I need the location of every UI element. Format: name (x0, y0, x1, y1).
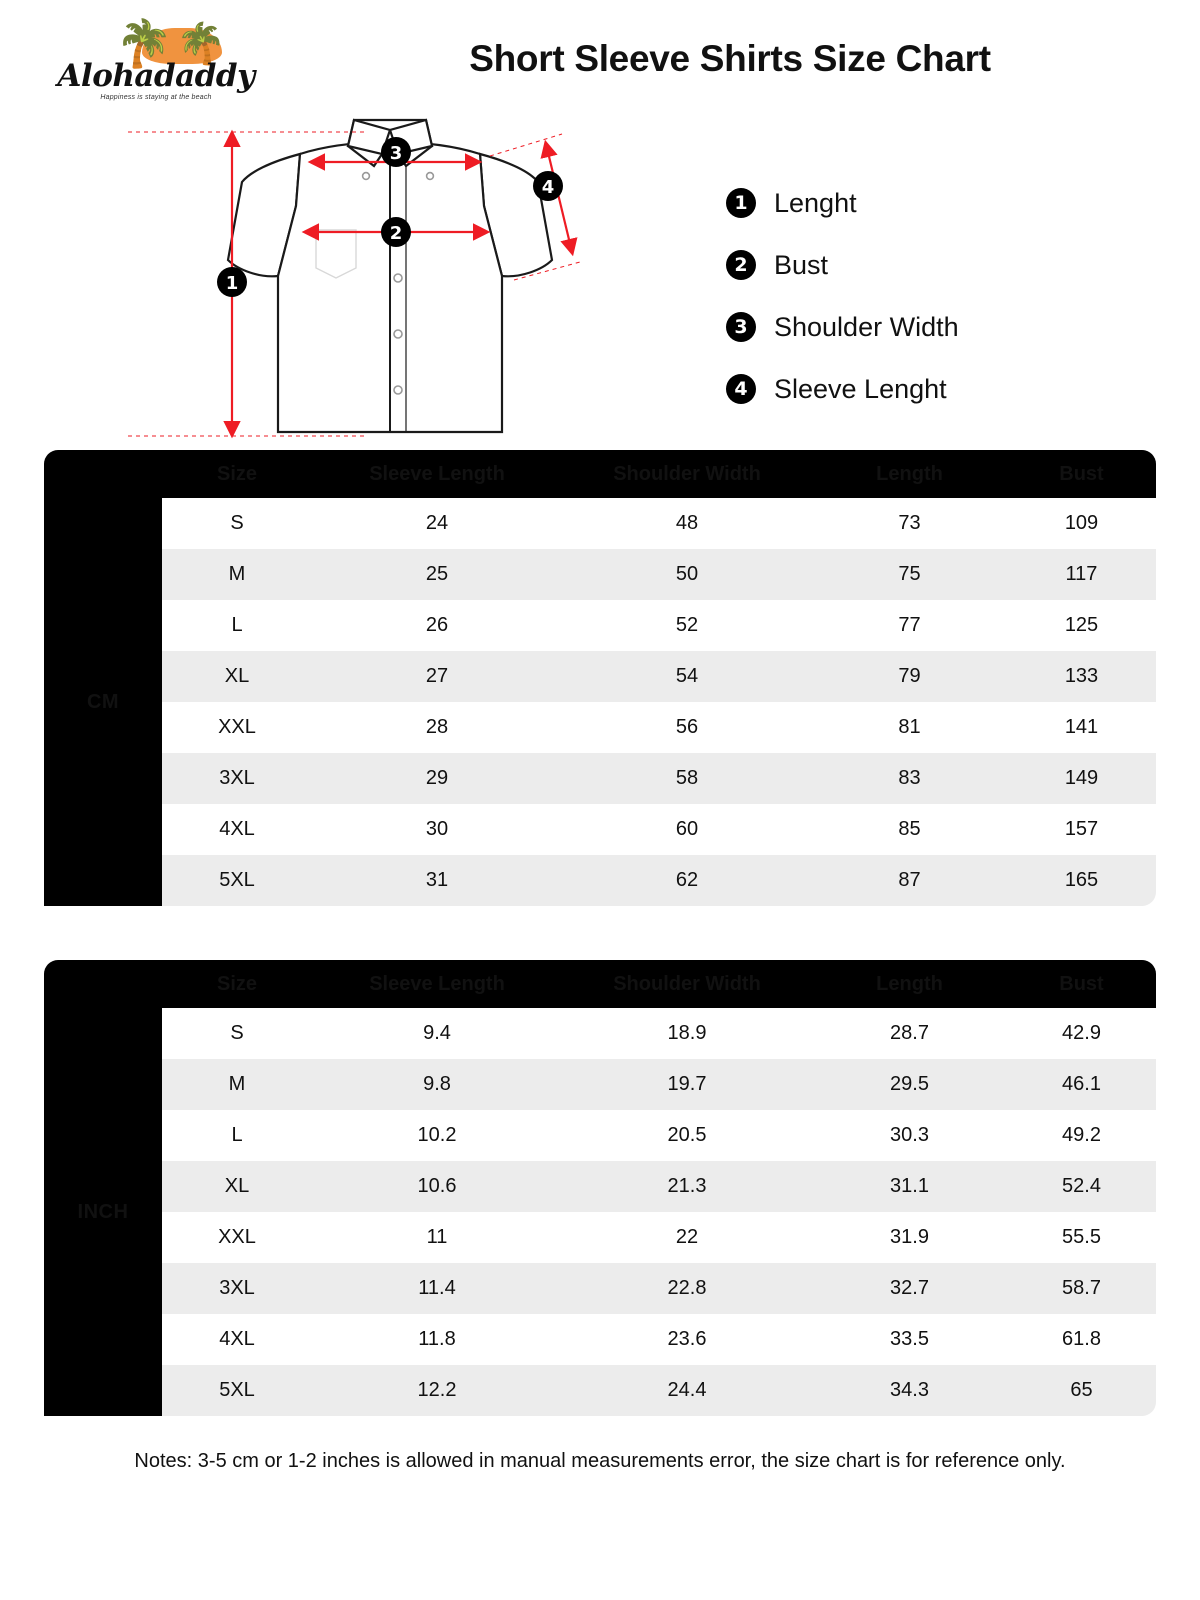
page-header (0, 0, 1200, 110)
cell-sleeve-length: 11 (312, 1212, 562, 1263)
legend-label: Shoulder Width (774, 311, 959, 342)
cell-size: S (162, 498, 312, 549)
measurement-diagram (0, 110, 1200, 450)
palm-tree-icon: 🌴 (116, 17, 174, 69)
palm-tree-icon: 🌴 (176, 22, 226, 66)
legend-number-icon: 2 (726, 250, 756, 280)
cell-shoulder-width: 19.7 (562, 1059, 812, 1110)
notes-text: Notes: 3-5 cm or 1-2 inches is allowed in manual measurements error, the size chart is for reference only. (134, 1450, 1066, 1472)
cell-length: 83 (812, 753, 1007, 804)
cell-sleeve-length: 29 (312, 753, 562, 804)
table-header-row (44, 450, 1156, 498)
cell-shoulder-width: 22 (562, 1212, 812, 1263)
legend-number-icon: 1 (726, 188, 756, 218)
table-row (44, 651, 1156, 702)
cell-bust: 133 (1007, 651, 1156, 702)
cell-length: 85 (812, 804, 1007, 855)
cell-size: XXL (162, 702, 312, 753)
cell-length: 87 (812, 855, 1007, 906)
cell-length: 29.5 (812, 1059, 1007, 1110)
brand-logo (36, 18, 276, 104)
column-header-length: Length (812, 450, 1007, 498)
unit-label-cm: CM (44, 498, 162, 906)
cell-sleeve-length: 10.6 (312, 1161, 562, 1212)
cell-length: 73 (812, 498, 1007, 549)
table-row (44, 1110, 1156, 1161)
legend-label: Lenght (774, 187, 857, 218)
svg-text:2: 2 (389, 223, 403, 244)
cell-bust: 49.2 (1007, 1110, 1156, 1161)
table-row (44, 1365, 1156, 1416)
cell-bust: 109 (1007, 498, 1156, 549)
legend-number-icon: 3 (726, 312, 756, 342)
cell-shoulder-width: 58 (562, 753, 812, 804)
svg-text:1: 1 (225, 273, 239, 294)
cell-sleeve-length: 24 (312, 498, 562, 549)
cell-shoulder-width: 22.8 (562, 1263, 812, 1314)
table-row (44, 1161, 1156, 1212)
cell-sleeve-length: 9.8 (312, 1059, 562, 1110)
cell-size: 5XL (162, 855, 312, 906)
brand-name: Alohadaddy (57, 58, 255, 94)
cell-bust: 125 (1007, 600, 1156, 651)
cell-shoulder-width: 52 (562, 600, 812, 651)
column-header-size: Size (162, 960, 312, 1008)
table-row (44, 600, 1156, 651)
cell-size: 5XL (162, 1365, 312, 1416)
cell-sleeve-length: 26 (312, 600, 562, 651)
cell-shoulder-width: 48 (562, 498, 812, 549)
column-header-sleeve-length: Sleeve Length (312, 450, 562, 498)
cell-shoulder-width: 20.5 (562, 1110, 812, 1161)
cell-size: M (162, 1059, 312, 1110)
cell-shoulder-width: 24.4 (562, 1365, 812, 1416)
cell-size: L (162, 600, 312, 651)
cell-bust: 149 (1007, 753, 1156, 804)
brand-tagline: Happiness is staying at the beach (100, 94, 212, 101)
cell-size: L (162, 1110, 312, 1161)
cell-size: 3XL (162, 753, 312, 804)
cell-length: 79 (812, 651, 1007, 702)
table-row (44, 549, 1156, 600)
shirt-illustration (110, 110, 670, 450)
cell-size: 3XL (162, 1263, 312, 1314)
cell-size: M (162, 549, 312, 600)
cell-shoulder-width: 60 (562, 804, 812, 855)
table-row (44, 702, 1156, 753)
cell-shoulder-width: 23.6 (562, 1314, 812, 1365)
cell-length: 81 (812, 702, 1007, 753)
cell-sleeve-length: 10.2 (312, 1110, 562, 1161)
cell-sleeve-length: 12.2 (312, 1365, 562, 1416)
cell-sleeve-length: 27 (312, 651, 562, 702)
legend-label: Bust (774, 249, 829, 280)
legend-number-icon: 4 (726, 374, 756, 404)
cell-length: 28.7 (812, 1008, 1007, 1059)
column-header-size: Size (162, 450, 312, 498)
cell-sleeve-length: 11.4 (312, 1263, 562, 1314)
cell-size: XL (162, 1161, 312, 1212)
cell-length: 33.5 (812, 1314, 1007, 1365)
table-row (44, 753, 1156, 804)
legend-label: Sleeve Lenght (774, 373, 947, 404)
cell-shoulder-width: 54 (562, 651, 812, 702)
table-row (44, 1059, 1156, 1110)
legend-item-length (726, 172, 1146, 234)
table-spacer (0, 906, 1200, 960)
page-title: Short Sleeve Shirts Size Chart (469, 38, 991, 79)
column-header-shoulder-width: Shoulder Width (562, 450, 812, 498)
cell-sleeve-length: 25 (312, 549, 562, 600)
cell-bust: 52.4 (1007, 1161, 1156, 1212)
cell-length: 34.3 (812, 1365, 1007, 1416)
cell-length: 32.7 (812, 1263, 1007, 1314)
cell-sleeve-length: 30 (312, 804, 562, 855)
legend-item-shoulder-width (726, 296, 1146, 358)
table-row (44, 1314, 1156, 1365)
cell-bust: 58.7 (1007, 1263, 1156, 1314)
cell-shoulder-width: 21.3 (562, 1161, 812, 1212)
legend-item-sleeve-length (726, 358, 1146, 420)
inch-table-block (44, 960, 1156, 1416)
cell-bust: 46.1 (1007, 1059, 1156, 1110)
cell-size: 4XL (162, 804, 312, 855)
cell-length: 31.1 (812, 1161, 1007, 1212)
cell-bust: 141 (1007, 702, 1156, 753)
cell-length: 75 (812, 549, 1007, 600)
cell-shoulder-width: 18.9 (562, 1008, 812, 1059)
cell-bust: 117 (1007, 549, 1156, 600)
cell-sleeve-length: 11.8 (312, 1314, 562, 1365)
table-header-row (44, 960, 1156, 1008)
table-row (44, 498, 1156, 549)
cell-bust: 61.8 (1007, 1314, 1156, 1365)
cell-bust: 65 (1007, 1365, 1156, 1416)
table-row (44, 855, 1156, 906)
cm-table-block (44, 450, 1156, 906)
unit-label-inch: INCH (44, 1008, 162, 1416)
legend (726, 172, 1146, 420)
cell-sleeve-length: 9.4 (312, 1008, 562, 1059)
cell-shoulder-width: 62 (562, 855, 812, 906)
cell-length: 31.9 (812, 1212, 1007, 1263)
cell-length: 77 (812, 600, 1007, 651)
column-header-sleeve-length: Sleeve Length (312, 960, 562, 1008)
cell-size: XL (162, 651, 312, 702)
unit-header (44, 450, 162, 498)
table-row (44, 1263, 1156, 1314)
svg-text:3: 3 (389, 143, 403, 164)
svg-text:4: 4 (541, 177, 555, 198)
table-row (44, 1008, 1156, 1059)
cell-size: 4XL (162, 1314, 312, 1365)
legend-item-bust (726, 234, 1146, 296)
column-header-bust: Bust (1007, 450, 1156, 498)
cell-sleeve-length: 31 (312, 855, 562, 906)
cell-bust: 157 (1007, 804, 1156, 855)
cell-length: 30.3 (812, 1110, 1007, 1161)
cell-size: XXL (162, 1212, 312, 1263)
cell-bust: 55.5 (1007, 1212, 1156, 1263)
column-header-bust: Bust (1007, 960, 1156, 1008)
cell-sleeve-length: 28 (312, 702, 562, 753)
cell-size: S (162, 1008, 312, 1059)
size-table-inch (44, 960, 1156, 1416)
cell-shoulder-width: 50 (562, 549, 812, 600)
size-table-cm (44, 450, 1156, 906)
table-row (44, 1212, 1156, 1263)
cell-shoulder-width: 56 (562, 702, 812, 753)
column-header-shoulder-width: Shoulder Width (562, 960, 812, 1008)
table-row (44, 804, 1156, 855)
unit-header (44, 960, 162, 1008)
column-header-length: Length (812, 960, 1007, 1008)
cell-bust: 165 (1007, 855, 1156, 906)
cell-bust: 42.9 (1007, 1008, 1156, 1059)
